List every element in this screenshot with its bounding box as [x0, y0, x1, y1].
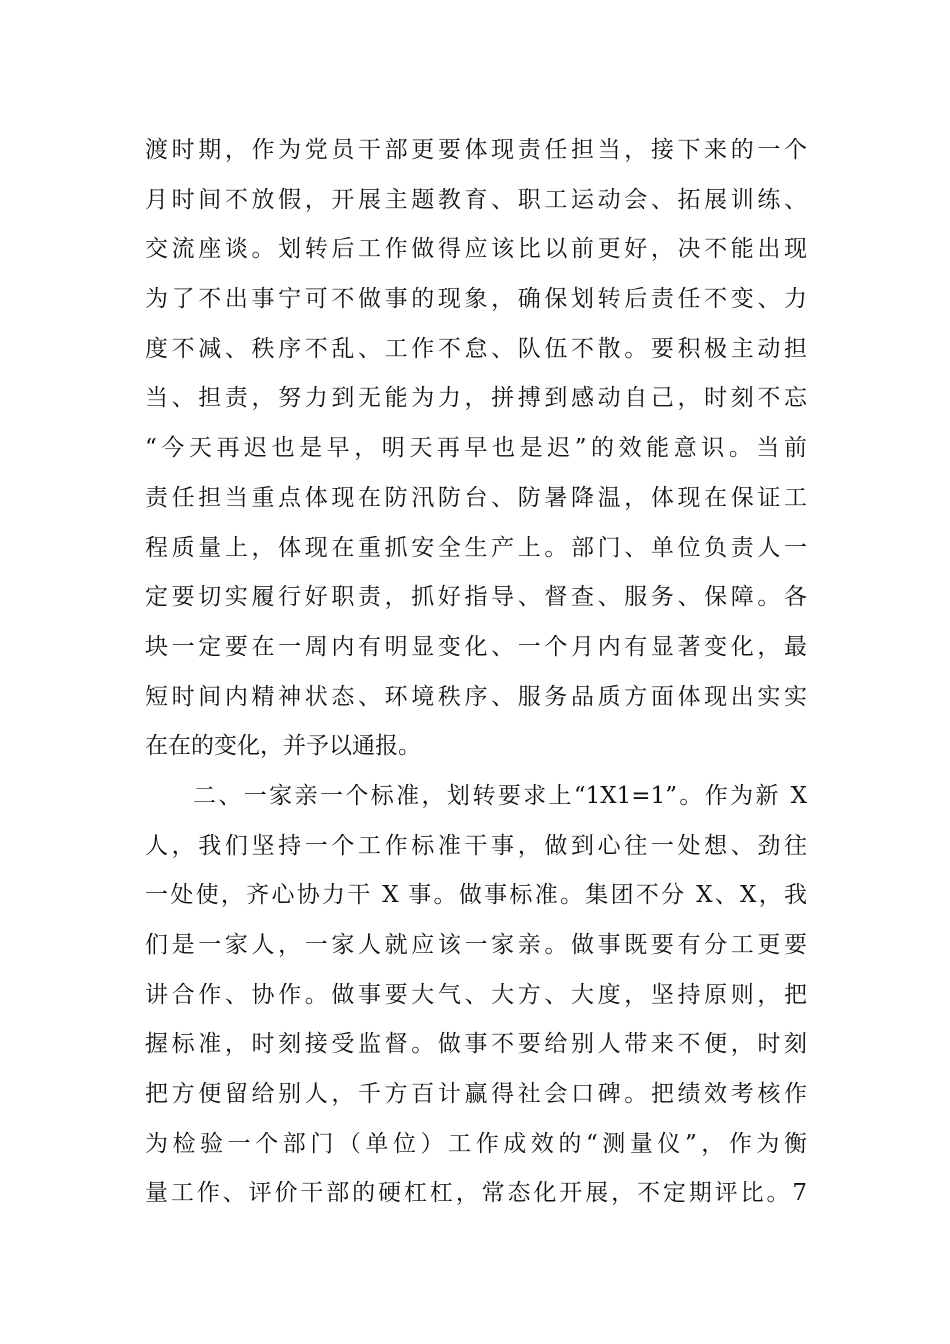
text-line: 为检验一个部门（单位）工作成效的“测量仪”，作为衡	[145, 1130, 807, 1157]
text-line: 把方便留给别人，千方百计赢得社会口碑。把绩效考核作	[145, 1081, 807, 1108]
text-line: 讲合作、协作。做事要大气、大方、大度，坚持原则，把	[145, 981, 807, 1008]
text-line: 程质量上，体现在重抓安全生产上。部门、单位负责人一	[145, 534, 807, 561]
text-line: 量工作、评价干部的硬杠杠，常态化开展，不定期评比。7	[145, 1180, 807, 1207]
section-heading-line: 二、一家亲一个标准，划转要求上“1X1=1”。作为新 X	[193, 782, 807, 809]
text-line: 握标准，时刻接受监督。做事不要给别人带来不便，时刻	[145, 1031, 807, 1058]
text-line: 们是一家人，一家人就应该一家亲。做事既要有分工更要	[145, 932, 807, 958]
text-line: 度不减、秩序不乱、工作不怠、队伍不散。要积极主动担	[145, 335, 807, 362]
text-line: 定要切实履行好职责，抓好指导、督查、服务、保障。各	[145, 584, 807, 611]
text-line: 人，我们坚持一个工作标准干事，做到心往一处想、劲往	[145, 832, 807, 859]
text-line: 责任担当重点体现在防汛防台、防暑降温，体现在保证工	[145, 484, 807, 511]
paragraph-end-line: 在在的变化，并予以通报。	[145, 733, 421, 760]
text-line: 渡时期，作为党员干部更要体现责任担当，接下来的一个	[145, 137, 807, 163]
text-line: 交流座谈。划转后工作做得应该比以前更好，决不能出现	[145, 236, 807, 263]
text-line: 为了不出事宁可不做事的现象，确保划转后责任不变、力	[145, 286, 807, 313]
text-line: 短时间内精神状态、环境秩序、服务品质方面体现出实实	[145, 683, 807, 710]
text-line: 月时间不放假，开展主题教育、职工运动会、拓展训练、	[145, 186, 807, 213]
text-line: “今天再迟也是早，明天再早也是迟”的效能意识。当前	[145, 435, 807, 462]
body-text	[145, 126, 807, 1219]
text-line: 块一定要在一周内有明显变化、一个月内有显著变化，最	[145, 633, 807, 660]
text-line: 当、担责，努力到无能为力，拼搏到感动自己，时刻不忘	[145, 385, 807, 412]
text-line: 一处使，齐心协力干 X 事。做事标准。集团不分 X、X，我	[145, 882, 807, 909]
